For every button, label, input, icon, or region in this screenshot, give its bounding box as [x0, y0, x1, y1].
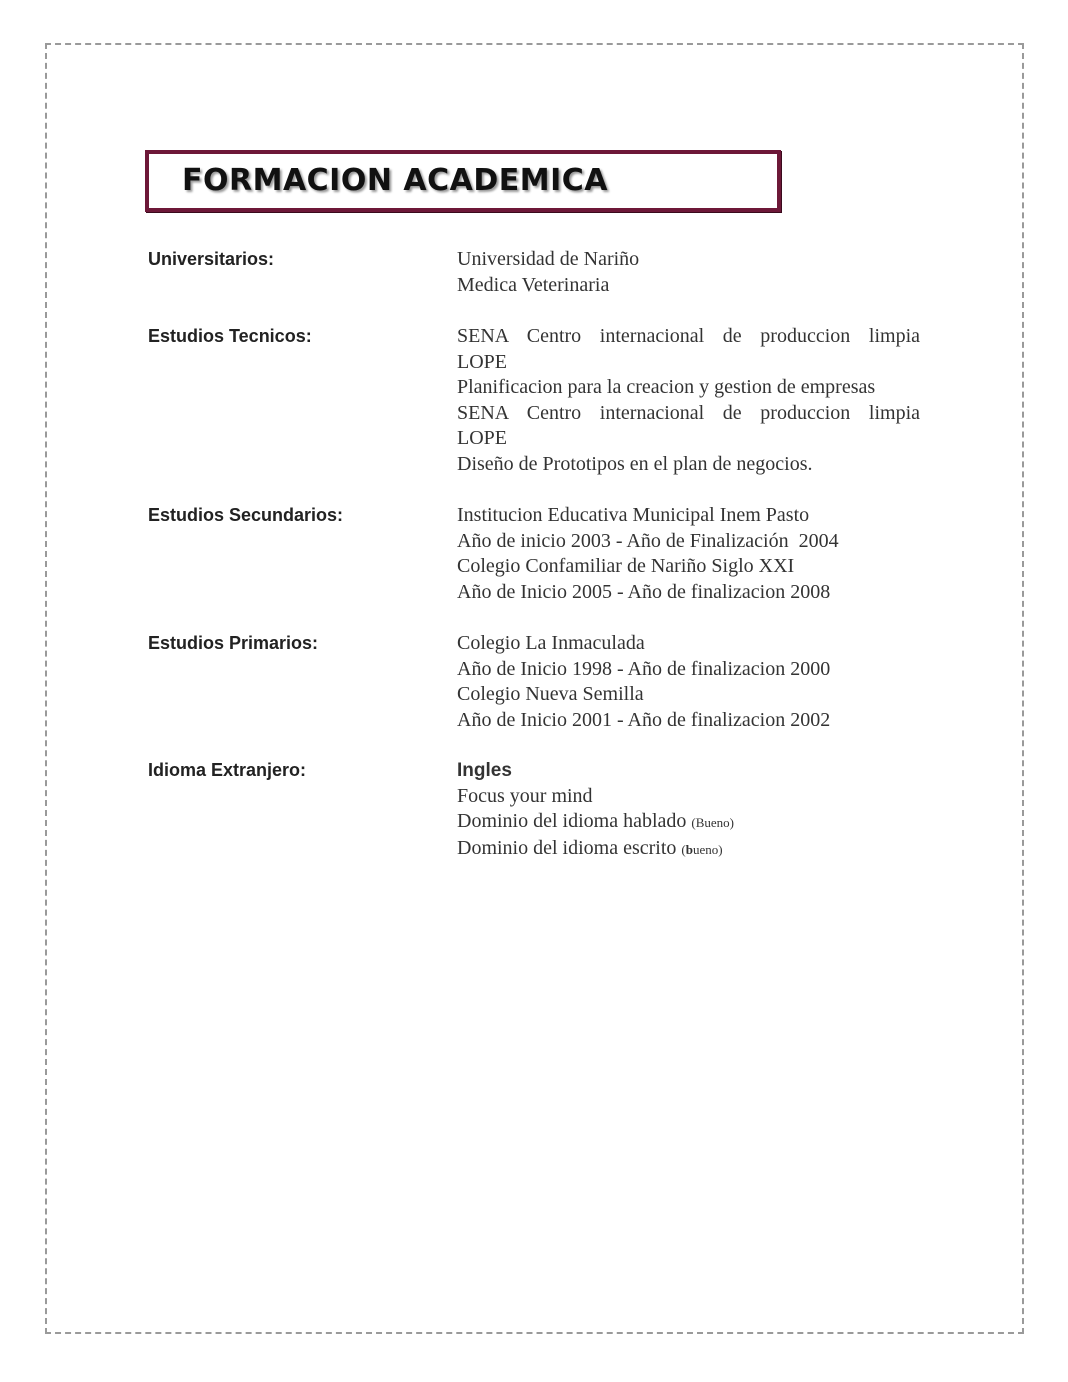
section-content: [457, 758, 920, 862]
written-level: (bueno): [681, 841, 723, 857]
content-line: LOPE: [457, 350, 507, 373]
spoken-level: (Bueno): [691, 815, 735, 831]
written-text: Dominio del idioma escrito: [457, 836, 677, 859]
content-line: Colegio Confamiliar de Nariño Siglo XXI: [457, 555, 795, 578]
content-line: Año de Inicio 2005 - Año de finalizacion 2008: [457, 580, 831, 603]
section-content: [457, 247, 920, 298]
content-line: Colegio Nueva Semilla: [457, 683, 644, 706]
section-label: Estudios Secundarios:: [148, 505, 344, 525]
content-line: Planificacion para la creacion y gestion de empresas: [457, 376, 876, 399]
content-line: Año de Inicio 1998 - Año de finalizacion 2000: [457, 657, 831, 680]
section-label: Universitarios:: [148, 249, 275, 269]
content-line: Diseño de Prototipos en el plan de negocios.: [457, 452, 813, 475]
written-level-line: [457, 836, 920, 863]
content-line: Año de Inicio 2001 - Año de finalizacion 2002: [457, 708, 831, 731]
title-box: [145, 150, 781, 212]
content-line: Colegio La Inmaculada: [457, 632, 645, 654]
section-label: Estudios Tecnicos:: [148, 326, 312, 346]
spoken-level-line: [457, 809, 920, 836]
content-line: Institucion Educativa Municipal Inem Pasto: [457, 504, 810, 526]
content-line: Focus your mind: [457, 784, 593, 807]
section-content: [457, 503, 920, 605]
section-label: Idioma Extranjero:: [148, 760, 307, 780]
content-line: LOPE: [457, 427, 507, 450]
content-line: Universidad de Nariño: [457, 248, 640, 270]
spoken-text: Dominio del idioma hablado: [457, 810, 687, 833]
content-line: Año de inicio 2003 - Año de Finalización 2004: [457, 529, 839, 552]
page-title: FORMACION ACADEMICA: [182, 163, 608, 198]
content-line: SENA Centro internacional de produccion limpia: [457, 401, 920, 424]
section-label: Estudios Primarios:: [148, 633, 319, 653]
content-line: SENA Centro internacional de produccion limpia: [457, 325, 920, 347]
language-name: Ingles: [457, 760, 512, 781]
content-line: Medica Veterinaria: [457, 273, 610, 296]
section-content: [457, 631, 920, 733]
section-content: [457, 324, 920, 478]
